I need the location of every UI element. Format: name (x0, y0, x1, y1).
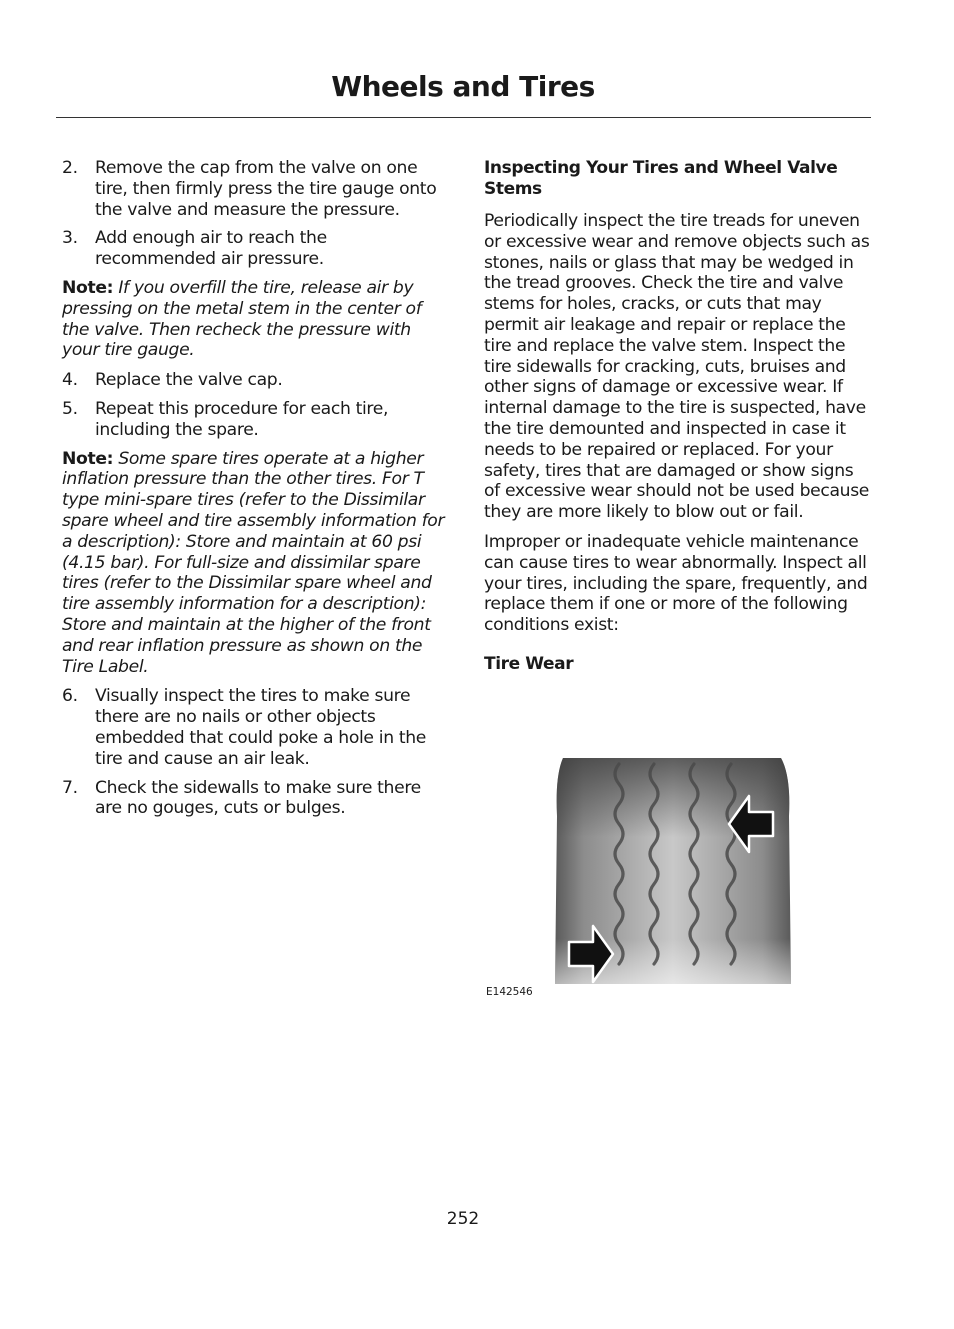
steps-list-c (62, 686, 448, 819)
list-item (62, 399, 448, 441)
step-number: 6. (62, 686, 78, 707)
note-text: If you overfill the tire, release air by pressing on the metal stem in the center of the valve. Then recheck the pressure with your tire gauge. (62, 277, 422, 361)
section-heading: Inspecting Your Tires and Wheel Valve Stems (484, 158, 838, 199)
step-text: Check the sidewalls to make sure there are no gouges, cuts or bulges. (95, 777, 421, 819)
note-label: Note: (62, 448, 114, 469)
step-text: Replace the valve cap. (95, 370, 283, 391)
list-item (62, 686, 448, 769)
page-number: 252 (446, 1209, 480, 1229)
steps-list-a (62, 158, 448, 270)
tire-wear-illustration (553, 756, 793, 984)
step-text: Visually inspect the tires to make sure there are no nails or other objects embedded that could poke a hole in the tire and cause an air leak. (95, 686, 427, 769)
subheading-tire-wear: Tire Wear (484, 653, 574, 674)
title-divider (56, 117, 871, 118)
paragraph-maintenance: Improper or inadequate vehicle maintenance can cause tires to wear abnormally. Inspect all your tires, including the spare, frequently, and replace them if one or more of the following conditions exist: (484, 531, 868, 636)
step-text: Add enough air to reach the recommended air pressure. (95, 228, 327, 270)
left-column (62, 158, 448, 827)
step-number: 7. (62, 777, 78, 798)
note-label: Note: (62, 277, 114, 298)
tire-tread-image (553, 756, 793, 984)
right-column (484, 158, 870, 686)
step-number: 5. (62, 398, 78, 419)
step-number: 3. (62, 228, 78, 249)
step-number: 2. (62, 158, 78, 178)
note-overfill (62, 278, 448, 361)
steps-list-b (62, 370, 448, 440)
list-item (62, 778, 448, 820)
paragraph-inspection: Periodically inspect the tire treads for uneven or excessive wear and remove objects such as stones, nails or glass that may be wedged in the tread grooves. Check the tire and valve stems for holes, cracks, or cuts that may permit air leakage and repair or replace the tire and replace the valve stem. Inspect the tire sidewalls for cracking, cuts, bruises and other signs of damage or excessive wear. If internal damage to the tire is suspected, have the tire demounted and inspected in case it needs to be repaired or replaced. For your safety, tires that are damaged or show signs of excessive wear should not be used because they are more likely to blow out or fail. (484, 211, 870, 523)
step-text: Repeat this procedure for each tire, including the spare. (95, 398, 389, 440)
list-item (62, 228, 448, 270)
list-item (62, 158, 448, 220)
step-text: Remove the cap from the valve on one tire, then firmly press the tire gauge onto the valve and measure the pressure. (95, 158, 437, 220)
list-item (62, 370, 448, 391)
note-text: Some spare tires operate at a higher inflation pressure than the other tires. For T type mini-spare tires (refer to the Dissimilar spare wheel and tire assembly information for a description): Store and maintain at 60 psi (4.15 bar). For full-size and dissimilar spare tires (refer to the Dissimilar spare wheel and tire assembly information for a description): Store and maintain at the higher of the front and rear inflation pressure as shown on the Tire Label. (62, 448, 445, 677)
figure-id: E142546 (486, 986, 533, 998)
page-title: Wheels and Tires (331, 70, 595, 103)
step-number: 4. (62, 370, 78, 391)
note-spare-tire (62, 449, 448, 678)
